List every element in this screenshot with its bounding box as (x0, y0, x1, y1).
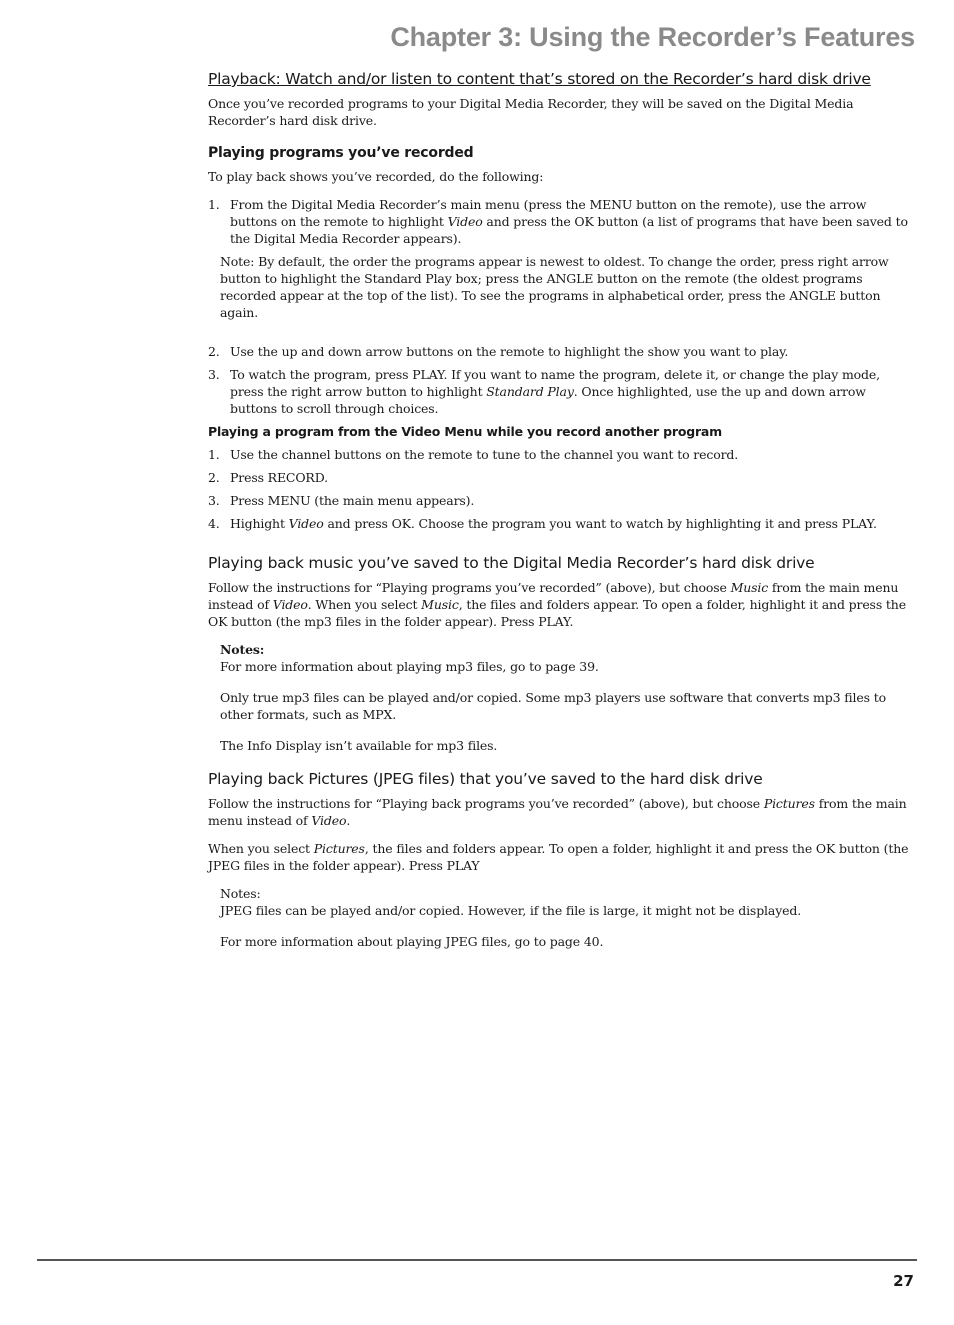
list-item: 4. Highight Video and press OK. Choose the program you want to watch by highlighting it and press PLAY. (208, 516, 877, 531)
list-item: 3. To watch the program, press PLAY. If you want to name the program, delete it, or change the play mode, press the right arrow button to highlight Standard Play. Once highlighted, use the up and down arrow buttons to scroll through choices. (208, 367, 880, 416)
video-menu-steps (208, 446, 915, 532)
pictures-instructions: Follow the instructions for “Playing back programs you’ve recorded” (above), but choose Pictures from the main menu instead of Video. (208, 796, 907, 828)
pictures-note-large: JPEG files can be played and/or copied. However, if the file is large, it might not be displayed. (220, 903, 802, 918)
default-order-note: Note: By default, the order the programs appear is newest to oldest. To change the order, press right arrow button to highlight the Standard Play box; press the ANGLE button on the remote (the oldest programs recorded appear at the top of the list). To see the programs in alphabetical order, press the ANGLE button again. (220, 254, 889, 320)
pictures-select: When you select Pictures, the files and folders appear. To open a folder, highlight it and press the OK button (the JPEG files in the folder appear). Press PLAY (208, 841, 909, 873)
list-item: 2. Use the up and down arrow buttons on the remote to highlight the show you want to play. (208, 344, 789, 359)
page-number: 27 (893, 1272, 914, 1290)
pictures-note-page: For more information about playing JPEG files, go to page 40. (220, 934, 604, 949)
page-content (208, 68, 915, 950)
music-notes-label: Notes: (220, 642, 265, 657)
video-menu-heading: Playing a program from the Video Menu while you record another program (208, 424, 722, 439)
pictures-notes-label: Notes: (220, 886, 261, 901)
pictures-heading: Playing back Pictures (JPEG files) that you’ve saved to the hard disk drive (208, 770, 763, 788)
music-instructions: Follow the instructions for “Playing programs you’ve recorded” (above), but choose Music from the main menu instead of Video. When you select Music, the files and folders appear. To open a folder, highlight it and press the OK button (the mp3 files in the folder appear). Press PLAY. (208, 580, 906, 629)
list-item: 1. From the Digital Media Recorder’s main menu (press the MENU button on the remote), use the arrow buttons on the remote to highlight Video and press the OK button (a list of programs that have been saved to the Digital Media Recorder appears). (208, 197, 908, 246)
footer-divider (37, 1259, 917, 1261)
playing-recorded-intro: To play back shows you’ve recorded, do the following: (208, 169, 544, 184)
music-note-info-display: The Info Display isn’t available for mp3 files. (220, 738, 498, 753)
chapter-title: Chapter 3: Using the Recorder’s Features (390, 22, 915, 52)
music-note-page: For more information about playing mp3 files, go to page 39. (220, 659, 599, 674)
list-item: 2. Press RECORD. (208, 470, 328, 485)
playing-recorded-steps-continued (208, 343, 915, 417)
music-heading: Playing back music you’ve saved to the Digital Media Recorder’s hard disk drive (208, 554, 815, 572)
playing-recorded-steps (208, 196, 915, 247)
list-item: 1. Use the channel buttons on the remote to tune to the channel you want to record. (208, 447, 739, 462)
music-note-formats: Only true mp3 files can be played and/or copied. Some mp3 players use software that converts mp3 files to other formats, such as MPX. (220, 690, 886, 722)
playback-intro: Once you’ve recorded programs to your Digital Media Recorder, they will be saved on the Digital Media Recorder’s hard disk drive. (208, 96, 854, 128)
playing-recorded-heading: Playing programs you’ve recorded (208, 145, 474, 161)
playback-heading: Playback: Watch and/or listen to content that’s stored on the Recorder’s hard disk drive (208, 70, 871, 88)
list-item: 3. Press MENU (the main menu appears). (208, 493, 475, 508)
